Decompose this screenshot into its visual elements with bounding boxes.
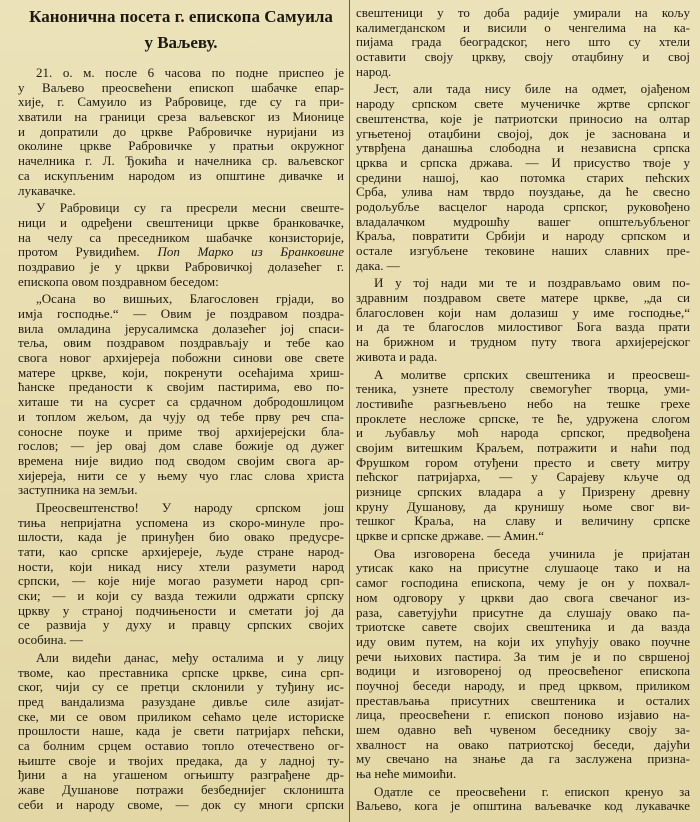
text-line: и топлом жељом, да чују од тебе прву реч спа- (18, 409, 344, 424)
text-line: триотске савете својих свештеника и да вазда (356, 620, 690, 635)
paragraph (18, 292, 344, 498)
text-line: соносне поуке и приме твој архијерејски бла- (18, 424, 344, 439)
text-line: имја господње.“ — Овим је поздравом поздра- (18, 307, 344, 321)
italic-text: Поп Марко из Бранковине (157, 245, 344, 260)
text-line: оставити своју цркву, своју отаџбину и свој (356, 50, 690, 65)
text-line: теника, узнете престолу свемогућег творца, уми- (356, 382, 690, 397)
text-line: ности, који никад нису хтели разумети народ (18, 559, 344, 574)
text-line: Одатле се преосвећени г. епископ кренуо за (374, 784, 690, 799)
paragraph (18, 66, 344, 198)
text-line: на брижном и трудном путу твога архијерејског (356, 335, 690, 350)
text-line: калимегданском и висили о ченгелима на ка- (356, 20, 690, 35)
text-line: остале изгубљене тековине наших славних пре- (356, 244, 690, 258)
text-line: околине цркве Рабровичке у пратњи окружног (18, 139, 344, 154)
text-line: И у тој нади ми те и поздрављамо овим по- (374, 276, 690, 291)
text-line: Срба, улива нам тврдо поуздање, да ће свесно (356, 185, 690, 200)
text-line: „Осана во вишњих, Благословен грјади, во (36, 292, 344, 307)
text-line: ћанске преданости к својим пастирима, ево по- (18, 380, 344, 395)
text-line: прошлости наше, када је свети патријарх пећски, (18, 724, 344, 739)
text-line: и љубављу моћ народа српског, предвођена (356, 426, 690, 441)
text-line: здравним поздравом свете матере цркве, „да си (356, 291, 690, 306)
text-line: проклете несложе српске, те ће, удружена слогом (356, 411, 690, 426)
text-line: А молитве српских свештеника и преосвеш- (374, 367, 690, 382)
text-line: иду овим путем, на који их упућују овако поучне (356, 634, 690, 649)
text-line: хије, г. Самуило из Рабровице, где су га при- (18, 95, 344, 110)
paragraph (18, 501, 344, 648)
text-line: српски, — које није могао разумети народ срп- (18, 574, 344, 589)
paragraph (356, 82, 690, 273)
paragraph (356, 276, 690, 364)
text-line: Ваљево, кога је општина ваљевачке код лукавачке (356, 799, 690, 814)
text-line (18, 245, 344, 260)
text-line: утисак како на присутне слушаоце тако и на (356, 561, 690, 576)
text-line: ђини а на угашеном огњишту разграђене др- (18, 768, 344, 783)
title-line: у Ваљеву. (144, 33, 218, 52)
paragraph (18, 201, 344, 289)
text-line: епископа овом поздравном беседом: (18, 274, 219, 289)
text-line: Јест, али тада нису биле на одмет, ојађеном (374, 82, 690, 97)
text-line: самог господина епископа, чему је он у похвал- (356, 576, 690, 591)
text-line: речи њихових пастира. За тим је и по свршеној (356, 649, 690, 664)
text-line: хиташе ти на сусрет са срдачном добродошлицом (18, 395, 344, 410)
title-line: Канонична посета г. епископа Самуила (29, 7, 333, 26)
text-line: пред вандализма разуздане дивље силе азијат- (18, 694, 344, 709)
text-line: Фрушком гором отуђени престо и свету митру (356, 455, 690, 470)
text-line: цркве и српске државе. — Амин.“ (356, 529, 545, 544)
text-line: особина. — (18, 633, 83, 648)
text-line: 21. о. м. после 6 часова по подне приспео је (36, 66, 344, 80)
paragraph (356, 368, 690, 544)
text-line: ризнице српских владара а у Призрену древну (356, 485, 690, 499)
paragraph (18, 651, 344, 813)
text-line: са искупљеним народом из општине дивачке и (18, 168, 344, 183)
text-line: тати, као српске архијереје, људе стране народ- (18, 545, 344, 559)
text-line: и допратили до цркве Рабровичке нуријани из (18, 124, 344, 139)
right-column-text (356, 6, 690, 814)
text-line: цркву у страној подчињености и сметати јој да (18, 603, 344, 618)
text-line: и да те благослов милостивог Бога вазда прати (356, 320, 690, 335)
text-line: тешког Краља, на славу и величину српске (356, 514, 690, 529)
text-line: начелника г. Л. Ђокића и начелника ср. ваљевског (18, 154, 344, 169)
text-line: вила омладина јерусалимска долазећег јој спаси- (18, 321, 344, 336)
text-line: хијереја, нити се у њему чуо глас слова христа (18, 468, 344, 483)
text-line: свештенства, које је патриотски приносио на олтар (356, 111, 690, 126)
text-line: угњетеној отаџбини својој, док је заснована и (356, 126, 690, 141)
text-line: ња неће мимоићи. (356, 767, 457, 782)
right-column (356, 6, 690, 814)
text-line: водици и изговореној од преосвећеног епископа (356, 664, 690, 679)
text-line: му свечано на знање да га заслужена призна- (356, 752, 690, 767)
left-column (18, 0, 344, 812)
text-line: поздравио је у цркви Рабровичкој долазећег г. (18, 259, 344, 274)
text-line: владалачком мудрошћу вашег општељубљеног (356, 214, 690, 229)
text-line: У Рабровици су га пресрели месни свеште- (36, 201, 344, 216)
text-line: престављања присутних свештеника и осталих (356, 693, 690, 708)
text-line: Ова изговорена беседа учинила је пријатан (374, 546, 690, 561)
text-line: заступника на земљи. (18, 483, 138, 498)
text-line: гослов; — јер овај дом славе божије од дужег (18, 439, 344, 454)
text-line: ског, чији су се претци склонили у туђину ис- (18, 680, 344, 695)
article-title (18, 4, 344, 56)
text-line: својим витешким Краљем, потражити и наћи под (356, 440, 690, 455)
text-line: лукавачке. (18, 183, 76, 198)
text-line: шем одавно већ чувеном беседнику своју за- (356, 723, 690, 737)
column-divider (349, 0, 350, 822)
text-line: Краља, повратити Србији и народу српском и (356, 229, 690, 244)
text-line: теља, овим поздравом поздрављају и тебе као (18, 336, 344, 351)
text-line: ски; — и који су вазда тежили одржати српску (18, 589, 344, 604)
text-line: лостивиће разгњевљено небо на тешке грехе (356, 396, 690, 411)
text-line: свештеници у то доба радије умирали на кољу (356, 6, 690, 20)
text-line: ном одговору у цркви дао свога свечаног из- (356, 590, 690, 605)
text-line: поучној беседи народу, и пред црквом, приликом (356, 678, 690, 693)
text-line: родољубље васцелог народа српског, руковођено (356, 199, 690, 214)
left-column-text (18, 66, 344, 812)
text-line: хвалност на овако патриотској беседи, дајући (356, 737, 690, 752)
text-line: себи и народу своме, — док су многи српски (18, 797, 344, 812)
text-line: њиште своје и твојих предака, да у ладној ту- (18, 753, 344, 768)
paragraph (356, 547, 690, 782)
text-line: ске, ми се овом приликом сећамо целе историске (18, 709, 344, 724)
text-line: средини нашој, као потомка старих пећских (356, 170, 690, 185)
text-line: времена није видио под сводом својим свога ар- (18, 453, 344, 468)
text-line: народ. (356, 64, 392, 79)
text-line: свога новог архијереја побожни синови ове свете (18, 351, 344, 366)
text-line: шлости, када је принуђен био овако предусре- (18, 530, 344, 545)
text-line: пијама града београдског, него што су хтели (356, 35, 690, 50)
text-line: пећског патријарха, — у Сарајеву кључе од (356, 470, 690, 485)
text-line: утврђена данашња слободна и независна српска (356, 141, 690, 156)
text-line: хватили на граници среза ваљевског из Мионице (18, 110, 344, 125)
text-line: на челу са преседником шабачке конзисторије, (18, 230, 344, 245)
text-segment: протом Рувидићем. (18, 245, 158, 260)
text-line: круну Душанову, да крунишу њоме свог ви- (356, 499, 690, 514)
text-line: матере цркве, који, покренути осећајима хриш- (18, 365, 344, 380)
text-line: народу српском свете мученичке жртве српског (356, 97, 690, 112)
text-line: благословен који нам долазиш у име господње,“ (356, 305, 690, 320)
paragraph (356, 785, 690, 814)
text-line: Али видећи данас, међу осталима и у лицу (36, 650, 344, 665)
text-line: тиња непријатна успомена из скоро-минуле про- (18, 515, 344, 530)
text-line: твоме, као преставника српске цркве, сина срп- (18, 665, 344, 680)
text-line: раза, саветујући присутне да слушају овако па- (356, 605, 690, 620)
text-line: црква и српска држава. — И присуство твоје у (356, 155, 690, 170)
text-line: са болним срцем оставио топло отечествено ог- (18, 738, 344, 753)
text-line: живота и рада. (356, 349, 438, 364)
text-line: ници и одређени свештеници цркве бранковачке, (18, 215, 344, 230)
text-line: жаве Душанове потражи безбеднијег склоништа (18, 783, 344, 797)
text-line: лица, преосвећени г. епископ поново изјавио на- (356, 708, 690, 723)
paragraph (356, 6, 690, 79)
text-line: се развија у духу и правцу српских својих (18, 618, 344, 633)
text-line: Преосвештенство! У народу српском још (36, 500, 344, 515)
text-line: у Ваљево преосвећени епископ шабачке епар- (18, 80, 344, 95)
text-line: дака. — (356, 258, 400, 273)
